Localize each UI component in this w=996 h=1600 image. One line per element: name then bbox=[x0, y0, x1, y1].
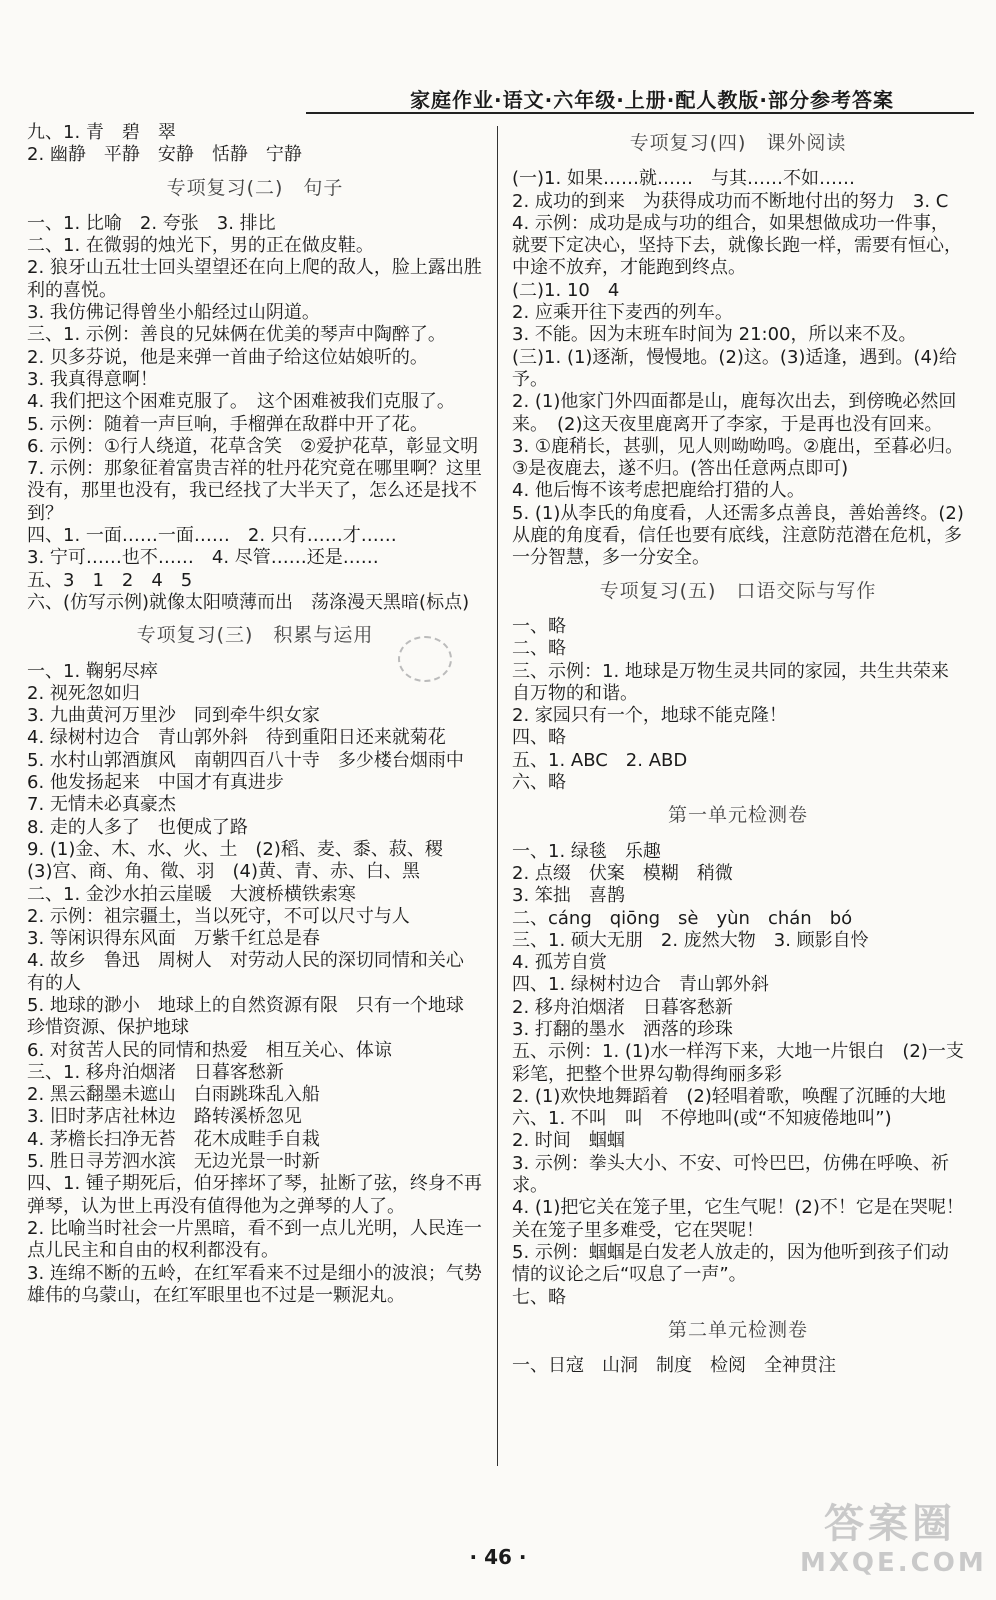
answer-line: 4. 故乡 鲁迅 周树人 对劳动人民的深切同情和关心 有的人 bbox=[27, 950, 482, 994]
answer-line: 4. 他后悔不该考虑把鹿给打猎的人。 bbox=[512, 480, 805, 502]
answer-line: 3. 我仿佛记得曾坐小船经过山阴道。 bbox=[27, 302, 320, 324]
answer-line: 四、略 bbox=[512, 727, 566, 749]
answer-line: 9. (1)金、木、水、火、土 (2)稻、麦、黍、菽、稷 (3)宫、商、角、徵、羽 (4)黄、青、赤、白、黑 bbox=[27, 838, 461, 883]
header-rule bbox=[306, 112, 974, 114]
answer-line: 3. 连绵不断的五岭，在红军看来不过是细小的波浪；气势雄伟的乌蒙山，在红军眼里也不过是一颗泥丸。 bbox=[27, 1262, 482, 1306]
answer-line: 6. 对贫苦人民的同情和热爱 相互关心、体谅 bbox=[27, 1039, 392, 1061]
answer-line: 五、1. ABC 2. ABD bbox=[512, 749, 688, 771]
answer-line: 2. 狼牙山五壮士回头望望还在向上爬的敌人，脸上露出胜利的喜悦。 bbox=[27, 257, 482, 301]
watermark-line1: 答案圈 bbox=[824, 1501, 956, 1547]
answer-line: 四、1. 一面……一面…… 2. 只有……才…… bbox=[27, 525, 397, 547]
answer-line: 三、1. 示例：善良的兄妹俩在优美的琴声中陶醉了。 bbox=[27, 324, 446, 346]
answer-line: 二、1. 在微弱的烛光下，男的正在做皮鞋。 bbox=[27, 235, 374, 257]
answer-line: 2. 成功的到来 为获得成功而不断地付出的努力 3. C bbox=[512, 190, 949, 212]
answer-line: 6. 示例：①行人绕道，花草含笑 ②爱护花草，彰显文明 bbox=[27, 435, 479, 457]
answer-line: 四、1. 绿树村边合 青山郭外斜 bbox=[512, 974, 769, 996]
left-column bbox=[27, 122, 483, 1307]
answer-line: 3. 不能。因为末班车时间为 21:00，所以来不及。 bbox=[512, 324, 917, 346]
answer-line: 2. 点缀 伏案 模糊 稍微 bbox=[512, 862, 733, 884]
answer-line: 3. 示例：拳头大小、不安、可怜巴巴，仿佛在呼唤、祈求。 bbox=[512, 1152, 949, 1197]
section-title: 专项复习(二) 句子 bbox=[166, 176, 344, 199]
answer-line: 3. 我真得意啊！ bbox=[27, 368, 158, 390]
answer-line: 三、示例：1. 地球是万物生灵共同的家园，共生共荣来自万物的和谐。 bbox=[512, 660, 949, 704]
answer-line: 5. (1)从李氏的角度看，人还需多点善良，善始善终。(2)从鹿的角度看，信任也要有底线，注意防范潜在危机，多一分智慧，多一分安全。 bbox=[512, 502, 964, 569]
answer-line: 一、日寇 山洞 制度 检阅 全神贯注 bbox=[512, 1355, 836, 1377]
page-number: · 46 · bbox=[469, 1545, 527, 1569]
answer-line: 三、1. 移舟泊烟渚 日暮客愁新 bbox=[27, 1061, 284, 1083]
answer-line: 4. (1)把它关在笼子里，它生气呢！(2)不！它是在哭呢！关在笼子里多难受，它在哭呢！ bbox=[512, 1197, 964, 1241]
answer-line: 九、1. 青 碧 翠 bbox=[27, 122, 176, 143]
answer-line: 2. 家园只有一个，地球不能克隆！ bbox=[512, 705, 787, 727]
answer-line: 4. 我们把这个困难克服了。 这个困难被我们克服了。 bbox=[27, 391, 455, 413]
answer-line: 7. 无情未必真豪杰 bbox=[27, 794, 176, 816]
section-title: 专项复习(四) 课外阅读 bbox=[629, 132, 847, 154]
answer-line: 2. (1)欢快地舞蹈着 (2)轻唱着歌，唤醒了沉睡的大地 bbox=[512, 1085, 946, 1107]
answer-line: 一、略 bbox=[512, 615, 566, 637]
right-column bbox=[512, 122, 964, 1377]
answer-line: 3. 等闲识得东风面 万紫千红总是春 bbox=[27, 928, 320, 950]
answer-line: 一、1. 绿毯 乐趣 bbox=[512, 840, 661, 862]
answer-line: 2. 视死忽如归 bbox=[27, 682, 140, 704]
answer-line: 2. 幽静 平静 安静 恬静 宁静 bbox=[27, 144, 302, 166]
answer-line: (一)1. 如果……就…… 与其……不如…… bbox=[512, 168, 855, 190]
answer-line: 六、(仿写示例)就像太阳喷薄而出 荡涤漫天黑暗(标点) bbox=[27, 591, 470, 613]
answer-line: 8. 走的人多了 也便成了路 bbox=[27, 816, 248, 838]
answer-line: 3. 笨拙 喜鹊 bbox=[512, 885, 625, 907]
section-title: 第二单元检测卷 bbox=[667, 1318, 808, 1341]
answer-line: 4. 孤芳自赏 bbox=[512, 952, 607, 974]
answer-line: 5. 胜日寻芳泗水滨 无边光景一时新 bbox=[27, 1151, 320, 1173]
answer-line: (二)1. 10 4 bbox=[512, 279, 620, 301]
answer-line: 3. ①鹿稍长，甚驯，见人则呦呦鸣。②鹿出，至暮必归。③是夜鹿去，遂不归。(答出任意两点即可) bbox=[512, 435, 964, 480]
answer-line: 3. 九曲黄河万里沙 同到牵牛织女家 bbox=[27, 705, 320, 727]
section-title: 专项复习(三) 积累与运用 bbox=[136, 624, 374, 647]
answer-line: 4. 茅檐长扫净无苔 花木成畦手自栽 bbox=[27, 1128, 320, 1150]
answer-line: (三)1. (1)逐渐，慢慢地。(2)这。(3)适逢，遇到。(4)给予。 bbox=[512, 346, 957, 390]
stamp-mark bbox=[398, 636, 452, 682]
column-divider bbox=[497, 126, 498, 1466]
answer-line: 2. 应乘开往下麦西的列车。 bbox=[512, 302, 733, 324]
answer-line: 5. 地球的渺小 地球上的自然资源有限 只有一个地球 珍惜资源、保护地球 bbox=[27, 994, 482, 1039]
answer-line: 5. 水村山郭酒旗风 南朝四百八十寺 多少楼台烟雨中 bbox=[27, 749, 464, 771]
answer-line: 五、示例：1. (1)水一样泻下来，大地一片银白 (2)一支彩笔，把整个世界勾勒得绚丽多彩 bbox=[512, 1041, 964, 1085]
answer-line: 2. (1)他家门外四面都是山，鹿每次出去，到傍晚必然回来。 (2)这天夜里鹿离开了李家，于是再也没有回来。 bbox=[512, 391, 957, 435]
watermark-line2: MXQE.COM bbox=[800, 1548, 987, 1578]
answer-line: 3. 打翻的墨水 洒落的珍珠 bbox=[512, 1018, 733, 1040]
answer-line: 二、略 bbox=[512, 638, 566, 660]
answer-line: 6. 他发扬起来 中国才有真进步 bbox=[27, 772, 284, 794]
answer-line: 2. 贝多芬说，他是来弹一首曲子给这位姑娘听的。 bbox=[27, 346, 428, 368]
answer-line: 一、1. 比喻 2. 夸张 3. 排比 bbox=[27, 212, 276, 234]
answer-line: 2. 黑云翻墨未遮山 白雨跳珠乱入船 bbox=[27, 1084, 320, 1106]
answer-line: 二、1. 金沙水拍云崖暖 大渡桥横铁索寒 bbox=[27, 883, 356, 905]
answer-line: 4. 示例：成功是成与功的组合，如果想做成功一件事，就要下定决心，坚持下去，就像长跑一样，需要有恒心，中途不放弃，才能跑到终点。 bbox=[512, 212, 962, 279]
answer-line: 七、略 bbox=[512, 1286, 566, 1308]
answer-line: 3. 宁可……也不…… 4. 尽管……还是…… bbox=[27, 547, 379, 569]
answer-line: 5. 示例：随着一声巨响，手榴弹在敌群中开了花。 bbox=[27, 413, 428, 435]
watermark-logo bbox=[800, 1500, 987, 1590]
answer-line: 7. 示例：那象征着富贵吉祥的牡丹花究竟在哪里啊？这里没有，那里也没有，我已经找了大半天了，怎么还是找不到？ bbox=[27, 458, 482, 524]
answer-line: 一、1. 鞠躬尽瘁 bbox=[27, 660, 158, 682]
answer-line: 二、cáng qiōng sè yùn chán bó bbox=[512, 907, 853, 929]
section-title: 第一单元检测卷 bbox=[667, 804, 808, 827]
answer-line: 三、1. 硕大无朋 2. 庞然大物 3. 顾影自怜 bbox=[512, 929, 869, 951]
answer-line: 六、1. 不叫 叫 不停地叫(或“不知疲倦地叫”) bbox=[512, 1108, 892, 1130]
section-title: 专项复习(五) 口语交际与写作 bbox=[599, 579, 877, 602]
answer-line: 四、1. 锺子期死后，伯牙摔坏了琴，扯断了弦，终身不再弹琴，认为世上再没有值得他为之弹琴的人了。 bbox=[27, 1173, 482, 1217]
answer-line: 2. 时间 蝈蝈 bbox=[512, 1130, 625, 1152]
answer-line: 五、3 1 2 4 5 bbox=[27, 569, 193, 591]
answer-line: 2. 示例：祖宗疆土，当以死守，不可以尺寸与人 bbox=[27, 905, 410, 927]
answer-line: 5. 示例：蝈蝈是白发老人放走的，因为他听到孩子们动情的议论之后“叹息了一声”。 bbox=[512, 1241, 949, 1286]
answer-line: 3. 旧时茅店社林边 路转溪桥忽见 bbox=[27, 1106, 302, 1128]
answer-line: 2. 比喻当时社会一片黑暗，看不到一点儿光明，人民连一点儿民主和自由的权利都没有。 bbox=[27, 1217, 482, 1262]
answer-line: 2. 移舟泊烟渚 日暮客愁新 bbox=[512, 996, 733, 1018]
answer-line: 4. 绿树村边合 青山郭外斜 待到重阳日还来就菊花 bbox=[27, 727, 446, 749]
answer-line: 六、略 bbox=[512, 772, 566, 794]
page-header: 家庭作业·语文·六年级·上册·配人教版·部分参考答案 bbox=[410, 88, 894, 112]
